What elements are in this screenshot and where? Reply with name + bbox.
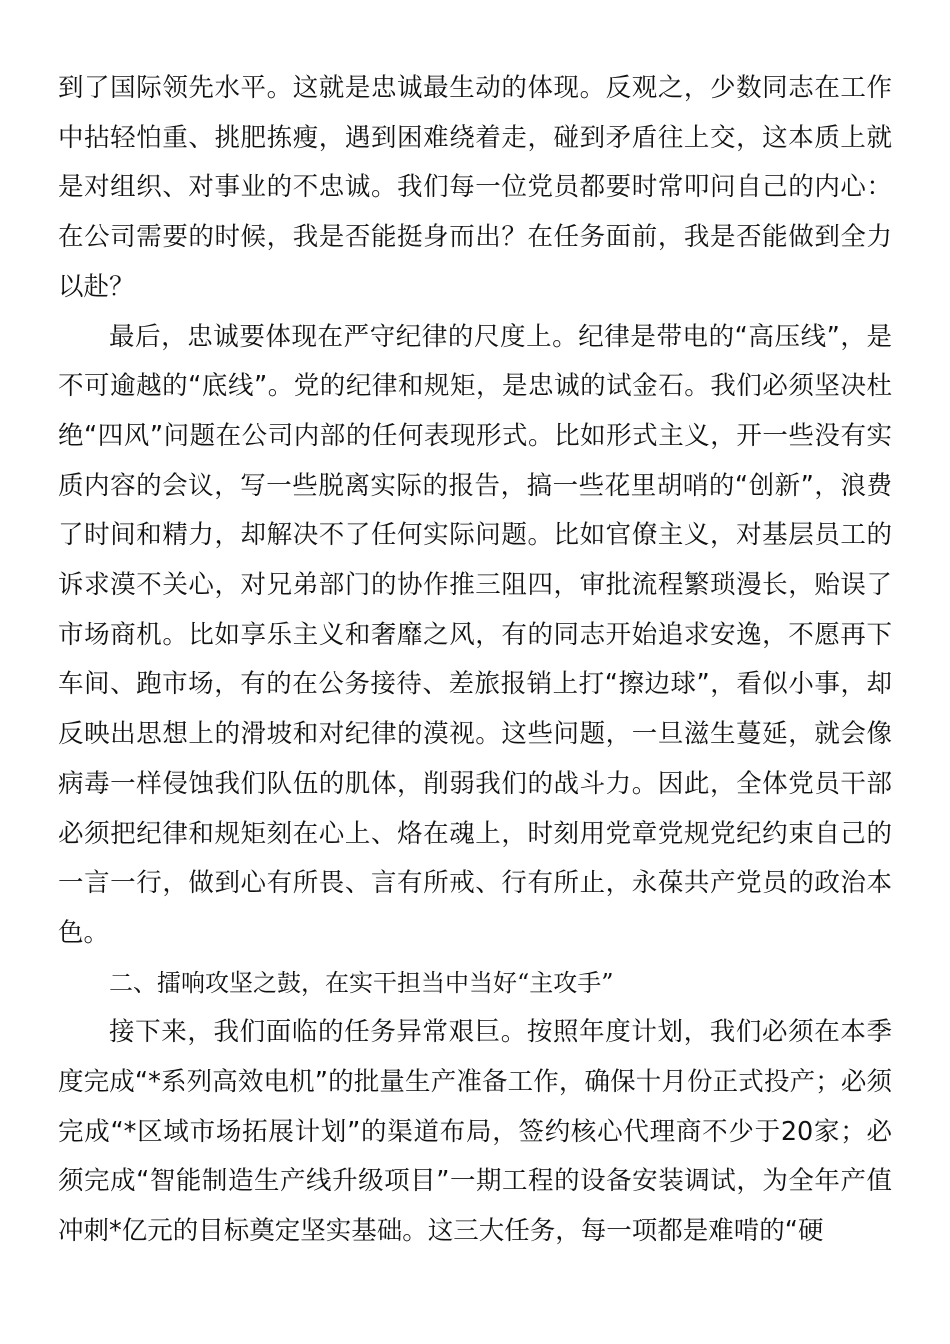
paragraph-discipline: 最后，忠诚要体现在严守纪律的尺度上。纪律是带电的“高压线”，是不可逾越的“底线”。党的纪律和规矩，是忠诚的试金石。我们必须坚决杜绝“四风”问题在公司内部的任何表现形式。比如形式主义，开一些没有实质内容的会议，写一些脱离实际的报告，搞一些花里胡哨的“创新”，浪费了时间和精力，却解决不了任何实际问题。比如官僚主义，对基层员工的诉求漠不关心，对兄弟部门的协作推三阻四，审批流程繁琐漫长，贻误了市场商机。比如享乐主义和奢靡之风，有的同志开始追求安逸，不愿再下车间、跑市场，有的在公务接待、差旅报销上打“擦边球”，看似小事，却反映出思想上的滑坡和对纪律的漠视。这些问题，一旦滋生蔓延，就会像病毒一样侵蚀我们队伍的肌体，削弱我们的战斗力。因此，全体党员干部必须把纪律和规矩刻在心上、烙在魂上，时刻用党章党规党纪约束自己的一言一行，做到心有所畏、言有所戒、行有所止，永葆共产党员的政治本色。	[58, 321, 892, 948]
paragraph-continued: 到了国际领先水平。这就是忠诚最生动的体现。反观之，少数同志在工作中拈轻怕重、挑肥拣瘦，遇到困难绕着走，碰到矛盾往上交，这本质上就是对组织、对事业的不忠诚。我们每一位党员都要时常叩问自己的内心：在公司需要的时候，我是否能挺身而出？在任务面前，我是否能做到全力以赴？	[58, 73, 892, 302]
document-page	[58, 64, 892, 1257]
paragraph-tasks: 接下来，我们面临的任务异常艰巨。按照年度计划，我们必须在本季度完成“*系列高效电机”的批量生产准备工作，确保十月份正式投产；必须完成“*区域市场拓展计划”的渠道布局，签约核心代理商不少于20家；必须完成“智能制造生产线升级项目”一期工程的设备安装调试，为全年产值冲刺*亿元的目标奠定坚实基础。这三大任务，每一项都是难啃的“硬	[58, 1017, 892, 1247]
section-heading: 二、擂响攻坚之鼓，在实干担当中当好“主攻手”	[109, 968, 614, 997]
